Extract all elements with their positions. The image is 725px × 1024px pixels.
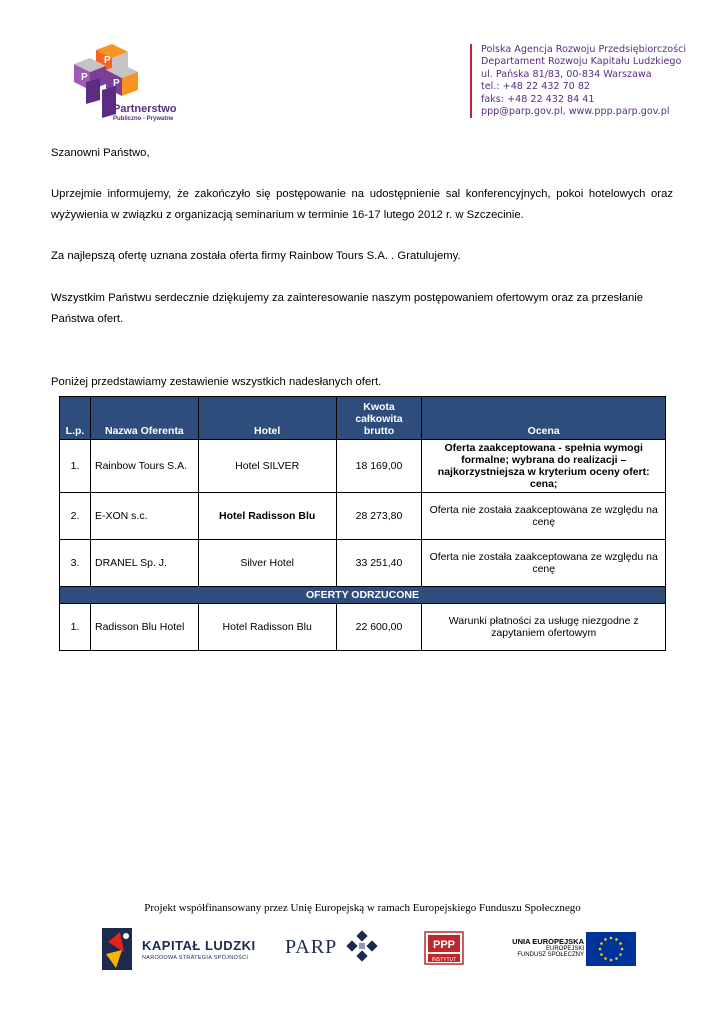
eu-star-icon <box>621 948 624 951</box>
cell-lp: 1. <box>60 604 91 651</box>
header-name: Nazwa Oferenta <box>90 397 198 440</box>
ppp-institute-logo-icon <box>424 931 464 965</box>
cell-hotel: Silver Hotel <box>198 540 336 587</box>
svg-text:P: P <box>81 72 88 83</box>
header-hotel: Hotel <box>198 397 336 440</box>
ppp-sub-text: INSTYTUT <box>431 957 457 963</box>
offers-table <box>59 396 666 651</box>
cell-name: E-XON s.c. <box>90 493 198 540</box>
eu-star-icon <box>604 957 607 960</box>
eu-star-icon <box>619 942 622 945</box>
agency-email-web[interactable]: ppp@parp.gov.pl, www.ppp.parp.gov.pl <box>481 106 670 118</box>
eu-star-icon <box>615 938 618 941</box>
kapital-ludzki-title: KAPITAŁ LUDZKI <box>142 938 256 953</box>
cell-hotel: Hotel SILVER <box>198 440 336 493</box>
paragraph-winner: Za najlepszą ofertę uznana została oferta firmy Rainbow Tours S.A. . Gratulujemy. <box>51 250 461 262</box>
cell-name: DRANEL Sp. J. <box>90 540 198 587</box>
cell-lp: 3. <box>60 540 91 587</box>
cell-hotel: Hotel Radisson Blu <box>198 604 336 651</box>
logo-title: Partnerstwo <box>113 103 177 115</box>
greeting: Szanowni Państwo, <box>51 147 150 159</box>
cell-name: Rainbow Tours S.A. <box>90 440 198 493</box>
table-intro: Poniżej przedstawiamy zestawienie wszystkich nadesłanych ofert. <box>51 376 382 388</box>
rejected-section-row <box>60 587 666 604</box>
ppp-mark-text: PPP <box>432 939 456 951</box>
parp-mark-icon <box>346 930 380 964</box>
eu-text-block <box>510 937 584 958</box>
table-row <box>60 604 666 651</box>
eu-line-3: FUNDUSZ SPOŁECZNY <box>517 952 584 958</box>
cell-hotel: Hotel Radisson Blu <box>198 493 336 540</box>
eu-star-icon <box>619 953 622 956</box>
cell-amount: 18 169,00 <box>336 440 422 493</box>
eu-star-icon <box>599 948 602 951</box>
cell-lp: 1. <box>60 440 91 493</box>
eu-star-icon <box>600 953 603 956</box>
header-lp: L.p. <box>60 397 91 440</box>
eu-line-1: UNIA EUROPEJSKA <box>512 937 584 946</box>
paragraph-thanks: Wszystkim Państwu serdecznie dziękujemy za zainteresowanie naszym postępowaniem ofertowym oraz za przesłanie Państwa ofert. <box>51 292 644 325</box>
cell-lp: 2. <box>60 493 91 540</box>
agency-street: ul. Pańska 81/83, 00-834 Warszawa <box>481 68 652 80</box>
cell-name: Radisson Blu Hotel <box>90 604 198 651</box>
parp-logo-text: PARP <box>285 936 338 958</box>
agency-fax: faks: +48 22 432 84 41 <box>481 93 595 105</box>
logo-subtitle: Publiczno - Prywatne <box>113 116 174 122</box>
cell-evaluation: Oferta zaakceptowana - spełnia wymogi formalne; wybrana do realizacji – najkorzystniejsza w kryterium oceny ofert: cena; <box>422 440 666 493</box>
cell-amount: 22 600,00 <box>336 604 422 651</box>
table-header-row <box>60 397 666 440</box>
agency-department: Departament Rozwoju Kapitału Ludzkiego <box>481 56 682 68</box>
eu-line-2: EUROPEJSKI <box>545 946 584 952</box>
eu-star-icon <box>604 938 607 941</box>
agency-phone: tel.: +48 22 432 70 82 <box>481 81 591 93</box>
cell-amount: 28 273,80 <box>336 493 422 540</box>
svg-text:P: P <box>113 78 120 89</box>
table-row <box>60 540 666 587</box>
svg-text:P: P <box>104 55 111 66</box>
agency-address-block <box>470 44 686 118</box>
kapital-ludzki-subtitle: NARODOWA STRATEGIA SPÓJNOŚCI <box>142 955 249 961</box>
header-amount: Kwota całkowita brutto <box>336 397 422 440</box>
paragraph-info: Uprzejmie informujemy, że zakończyło się postępowanie na udostępnienie sal konferencyjnych, pokoi hotelowych oraz wyżywienia w związku z organizacją seminarium w terminie 16-17 lutego 2012 r. w Szczecinie. <box>51 188 673 221</box>
eu-star-icon <box>610 959 613 962</box>
agency-name: Polska Agencja Rozwoju Przedsiębiorczości <box>481 44 687 55</box>
cofinancing-note: Projekt współfinansowany przez Unię Europejską w ramach Europejskiego Funduszu Społecznego <box>144 902 581 914</box>
cell-evaluation: Warunki płatności za usługę niezgodne z zapytaniem ofertowym <box>422 604 666 651</box>
table-row <box>60 440 666 493</box>
eu-star-icon <box>615 957 618 960</box>
eu-star-icon <box>600 942 603 945</box>
cell-evaluation: Oferta nie została zaakceptowana ze względu na cenę <box>422 540 666 587</box>
cell-evaluation: Oferta nie została zaakceptowana ze względu na cenę <box>422 493 666 540</box>
rejected-section-label: OFERTY ODRZUCONE <box>60 587 666 604</box>
header-evaluation: Ocena <box>422 397 666 440</box>
table-row <box>60 493 666 540</box>
eu-flag-icon <box>586 932 636 966</box>
eu-star-icon <box>610 937 613 940</box>
cell-amount: 33 251,40 <box>336 540 422 587</box>
